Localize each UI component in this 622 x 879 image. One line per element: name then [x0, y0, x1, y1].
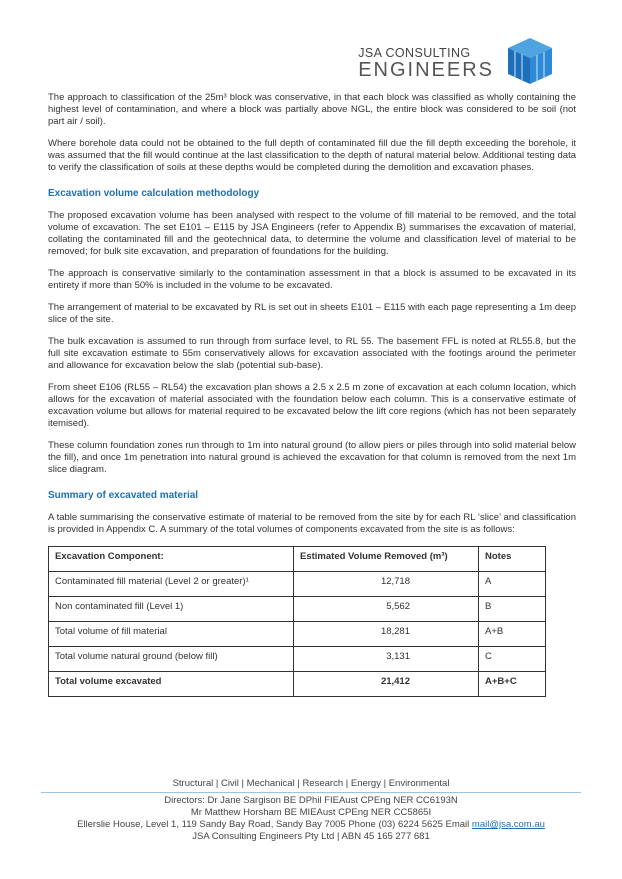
- footer-directors-1: Directors: Dr Jane Sargison BE DPhil FIEAust CPEng NER CC6193N: [164, 795, 458, 806]
- table-cell: C: [479, 647, 546, 672]
- footer-address-line: [0, 819, 622, 831]
- table-cell: 12,718: [294, 572, 479, 597]
- footer-divider: [41, 792, 581, 793]
- table-cell: Contaminated fill material (Level 2 or greater)¹: [49, 572, 294, 597]
- footer-services: Structural | Civil | Mechanical | Research | Energy | Environmental: [172, 778, 450, 789]
- summary-paragraph: A table summarising the conservative estimate of material to be removed from the site by for each RL ‘slice’ and classification is provided in Appendix C. A summary of the total volumes of components excavated from the site is as follows:: [48, 512, 576, 535]
- intro-paragraph-2: Where borehole data could not be obtained to the full depth of contaminated fill due the fill depth exceeding the borehole, it was assumed that the fill would continue at the last classification to the depth of natural material below. Additional testing data to verify the classification of soils at these depths would be completed during the demolition and excavation phases.: [48, 138, 576, 173]
- section-heading-methodology: Excavation volume calculation methodology: [48, 188, 260, 199]
- table-row: [49, 597, 546, 622]
- methodology-paragraph-2: The approach is conservative similarly to the contamination assessment in that a block is assumed to be excavated in its entirety if more than 50% is included in the volume to be excavated.: [48, 268, 576, 291]
- table-row: [49, 572, 546, 597]
- excavation-summary-table: [48, 546, 546, 697]
- footer-directors-2: Mr Matthew Horsham BE MIEAust CPEng NER CC5865I: [190, 807, 432, 818]
- logo-line-2: ENGINEERS: [358, 59, 494, 81]
- table-header-row: [49, 547, 546, 572]
- company-logo-text: [358, 46, 494, 80]
- methodology-paragraph-4: The bulk excavation is assumed to run through from surface level, to RL 55. The basement FFL is noted at RL55.8, but the full site excavation estimate to 55m conservatively allows for excavation associated with the footings around the perimeter and allowance for excavation below the slab (potential sub-base).: [48, 336, 576, 371]
- footer-address: Ellerslie House, Level 1, 119 Sandy Bay Road, Sandy Bay 7005 Phone (03) 6224 5625 Email: [77, 819, 470, 830]
- table-row: [49, 622, 546, 647]
- table-cell: Total volume excavated: [49, 672, 294, 697]
- methodology-paragraph-5: From sheet E106 (RL55 – RL54) the excavation plan shows a 2.5 x 2.5 m zone of excavation at each column location, which allows for the excavation of material associated with the foundation below each column. This is a conservative estimate of excavation volume but allows for material required to be excavated below the lift core regions (which has not been separately itemised).: [48, 382, 576, 429]
- footer-company: JSA Consulting Engineers Pty Ltd | ABN 45 165 277 681: [192, 831, 430, 842]
- intro-paragraph-1: The approach to classification of the 25m³ block was conservative, in that each block was classified as wholly containing the highest level of contamination, and where a block was partially above NGL, the entire block was considered to be soil (not part air / soil).: [48, 92, 576, 127]
- table-header: Notes: [479, 547, 546, 572]
- table-total-row: [49, 672, 546, 697]
- table-cell: 21,412: [294, 672, 479, 697]
- table-cell: 5,562: [294, 597, 479, 622]
- cube-logo-icon: [504, 36, 556, 86]
- methodology-paragraph-6: These column foundation zones run through to 1m into natural ground (to allow piers or piles through into solid material below the fill), and once 1m penetration into natural ground is achieved the excavation for that column is removed from the next 1m slice diagram.: [48, 440, 576, 475]
- logo-line-1: JSA CONSULTING: [358, 46, 471, 60]
- methodology-paragraph-3: The arrangement of material to be excavated by RL is set out in sheets E101 – E115 with each page representing a 1m deep slice of the site.: [48, 302, 576, 325]
- table-cell: Total volume natural ground (below fill): [49, 647, 294, 672]
- table-cell: 3,131: [294, 647, 479, 672]
- table-cell: Total volume of fill material: [49, 622, 294, 647]
- methodology-paragraph-1: The proposed excavation volume has been analysed with respect to the volume of fill material to be removed, and the total volume of excavation. The set E101 – E115 by JSA Engineers (refer to Appendix B) summarises the excavation of material, collating the contaminated fill and the geotechnical data, to determine the volume and classification level of material to be removed; for bulk site excavation, and preparation of foundations for the building.: [48, 210, 576, 257]
- section-heading-summary: Summary of excavated material: [48, 490, 199, 501]
- table-cell: A: [479, 572, 546, 597]
- page-footer: [0, 778, 622, 843]
- table-cell: B: [479, 597, 546, 622]
- document-body: [48, 92, 576, 697]
- footer-email-link[interactable]: mail@jsa.com.au: [471, 819, 545, 830]
- table-cell: Non contaminated fill (Level 1): [49, 597, 294, 622]
- table-header: Excavation Component:: [49, 547, 294, 572]
- table-cell: 18,281: [294, 622, 479, 647]
- table-header: Estimated Volume Removed (m³): [294, 547, 479, 572]
- table-row: [49, 647, 546, 672]
- table-cell: A+B+C: [479, 672, 546, 697]
- table-cell: A+B: [479, 622, 546, 647]
